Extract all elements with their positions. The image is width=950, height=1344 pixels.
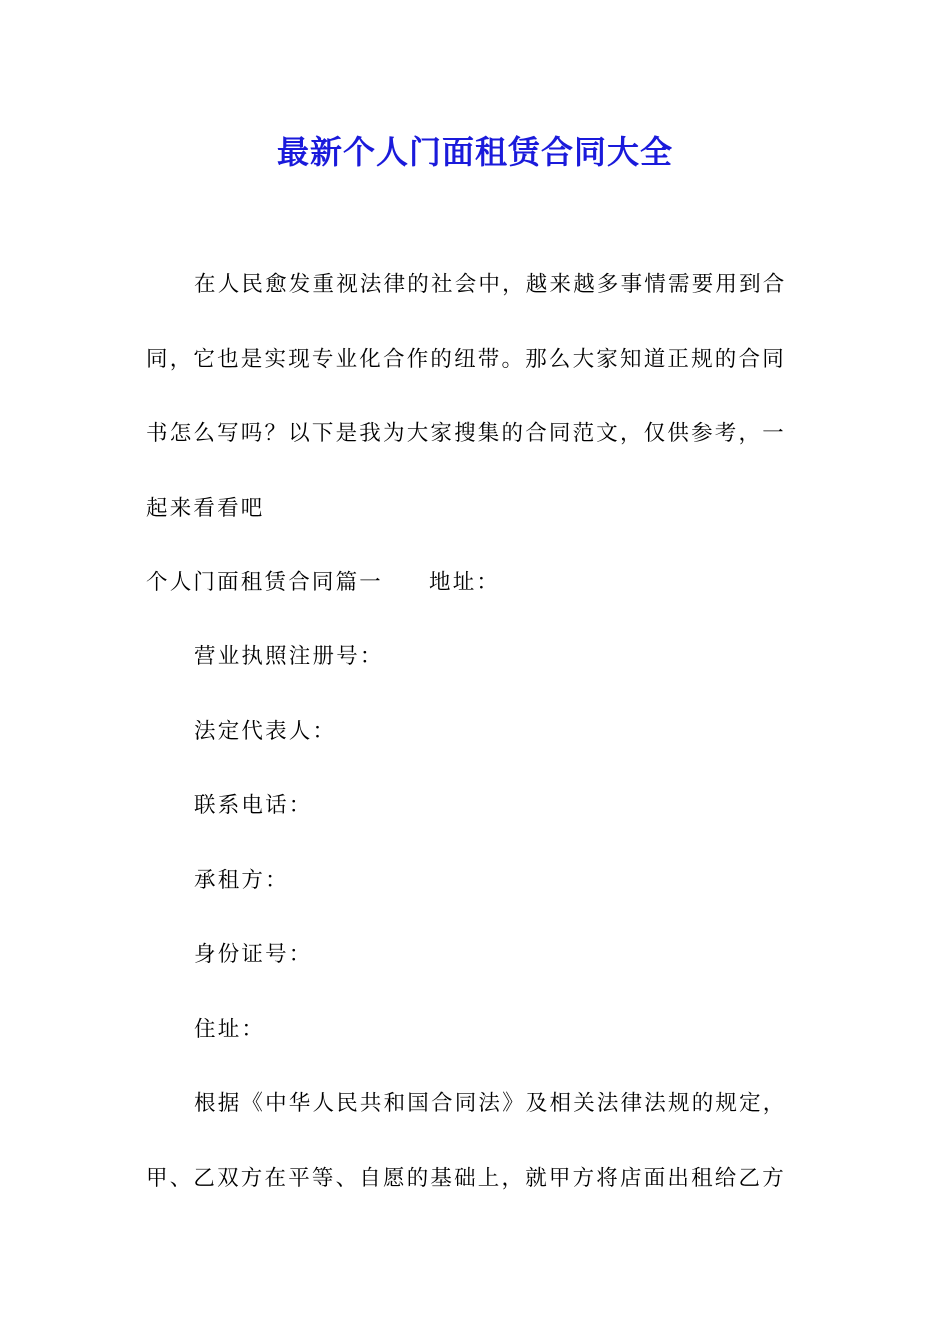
field-contact-phone: 联系电话： <box>194 793 313 818</box>
basis-paragraph <box>146 1067 806 1216</box>
field-list <box>146 620 806 1067</box>
intro-paragraph <box>146 248 806 546</box>
basis-line: 根据《中华人民共和国合同法》及相关法律法规的规定， <box>194 1091 787 1116</box>
field-id-number: 身份证号： <box>194 942 313 967</box>
document-title: 最新个人门面租赁合同大全 <box>276 133 673 171</box>
intro-line: 在人民愈发重视法律的社会中，越来越多事情需要用到合 <box>194 272 787 297</box>
field-business-license: 营业执照注册号： <box>194 644 384 669</box>
field-legal-representative: 法定代表人： <box>194 718 337 744</box>
address-label: 地址： <box>429 570 501 595</box>
section-heading: 个人门面租赁合同篇一 <box>146 570 384 595</box>
field-lessee: 承租方： <box>194 867 289 893</box>
intro-line: 同，它也是实现专业化合作的纽带。那么大家知道正规的合同 <box>146 346 786 372</box>
basis-line: 甲、乙双方在平等、自愿的基础上，就甲方将店面出租给乙方 <box>146 1165 786 1191</box>
section-heading-line <box>146 546 806 621</box>
intro-line: 书怎么写吗？以下是我为大家搜集的合同范文，仅供参考，一 <box>146 421 786 446</box>
field-residence: 住址： <box>194 1016 266 1042</box>
intro-line: 起来看看吧 <box>146 495 265 521</box>
